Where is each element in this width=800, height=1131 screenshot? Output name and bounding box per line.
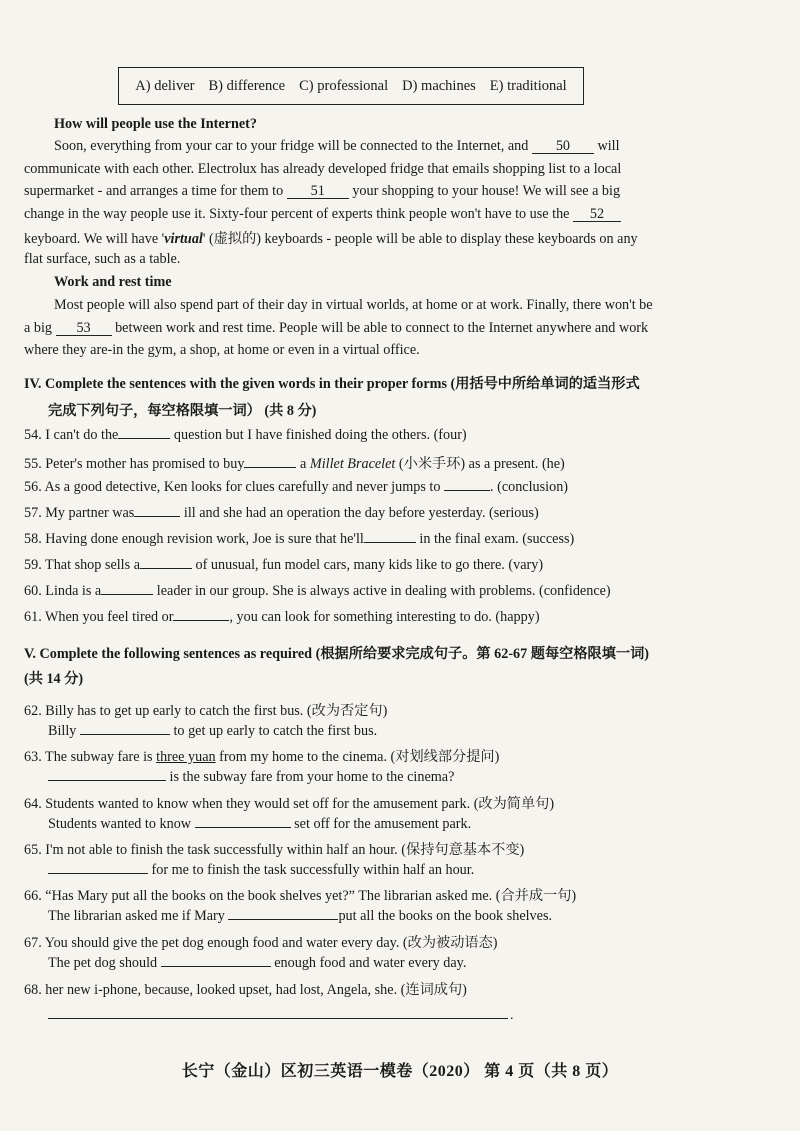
word-option: A) deliver	[135, 77, 195, 94]
question-63: 63. The subway fare is three yuan from my home to the cinema. (对划线部分提问)	[24, 749, 500, 765]
answer-line: The librarian asked me if Mary put all the books on the book shelves.	[48, 908, 553, 924]
part-5-title: V. Complete the following sentences as required (根据所给要求完成句子。第 62-67 题每空格限填一词)	[24, 646, 650, 662]
paragraph-line: a big 53 between work and rest time. People will be able to connect to the Internet anywhere and work	[24, 320, 649, 336]
question-58: 58. Having done enough revision work, Joe is sure that he'll in the final exam. (success)	[24, 531, 575, 547]
question-56: 56. As a good detective, Ken looks for clues carefully and never jumps to . (conclusion)	[24, 479, 569, 495]
word-option: E) traditional	[489, 77, 567, 94]
answer-blank[interactable]	[244, 467, 296, 468]
word-option: D) machines	[402, 77, 476, 94]
paragraph-line: Most people will also spend part of their day in virtual worlds, at home or at work. Finally, there won't be	[54, 297, 653, 313]
answer-blank[interactable]	[48, 873, 148, 874]
paragraph-line: communicate with each other. Electrolux has already developed fridge that emails shopping list to a local	[24, 161, 622, 177]
part-5-title: (共 14 分)	[24, 671, 84, 687]
answer-line: for me to finish the task successfully within half an hour.	[48, 862, 800, 879]
answer-blank[interactable]	[173, 620, 229, 621]
word-option: B) difference	[208, 77, 286, 94]
answer-blank[interactable]	[101, 594, 153, 595]
blank-51[interactable]: 51	[287, 184, 349, 199]
question-55: 55. Peter's mother has promised to buy a Millet Bracelet (小米手环) as a present. (he)	[24, 456, 565, 472]
part-4-title: IV. Complete the sentences with the given words in their proper forms (用括号中所给单词的适当形式	[24, 376, 640, 392]
answer-line: is the subway fare from your home to the cinema?	[48, 769, 800, 786]
answer-blank[interactable]	[444, 490, 490, 491]
part-4-title: 完成下列句子，每空格限填一词） (共 8 分)	[48, 403, 317, 419]
sentence-period: .	[510, 1008, 514, 1023]
blank-50[interactable]: 50	[532, 139, 594, 154]
question-54: 54. I can't do the question but I have finished doing the others. (four)	[24, 427, 467, 443]
paragraph-line: Soon, everything from your car to your fridge will be connected to the Internet, and 50 will	[54, 138, 620, 154]
question-66: 66. “Has Mary put all the books on the book shelves yet?” The librarian asked me. (合并成一句)	[24, 888, 577, 904]
question-64: 64. Students wanted to know when they would set off for the amusement park. (改为简单句)	[24, 796, 555, 812]
answer-blank[interactable]	[228, 919, 338, 920]
answer-blank[interactable]	[140, 568, 192, 569]
word-bank-box	[118, 67, 584, 105]
answer-line: Students wanted to know set off for the amusement park.	[48, 816, 472, 832]
answer-blank[interactable]	[161, 966, 271, 967]
paragraph-line: keyboard. We will have 'virtual' (虚拟的) keyboards - people will be able to display these keyboards on any	[24, 231, 638, 247]
answer-blank[interactable]	[48, 780, 166, 781]
word-option: C) professional	[299, 77, 389, 94]
paragraph-line: flat surface, such as a table.	[24, 251, 181, 267]
answer-blank[interactable]	[118, 438, 170, 439]
section-heading: How will people use the Internet?	[54, 116, 257, 132]
paragraph-line: supermarket - and arranges a time for them to 51 your shopping to your house! We will see a big	[24, 183, 621, 199]
paragraph-line: where they are-in the gym, a shop, at home or even in a virtual office.	[24, 342, 420, 358]
answer-line: The pet dog should enough food and water every day.	[48, 955, 467, 971]
answer-blank[interactable]	[364, 542, 416, 543]
blank-52[interactable]: 52	[573, 207, 621, 222]
question-60: 60. Linda is a leader in our group. She is always active in dealing with problems. (confidence)	[24, 583, 611, 599]
section-heading: Work and rest time	[54, 274, 172, 290]
question-68: 68. her new i-phone, because, looked upset, had lost, Angela, she. (连词成句)	[24, 982, 467, 998]
blank-53[interactable]: 53	[56, 321, 112, 336]
question-61: 61. When you feel tired or , you can look for something interesting to do. (happy)	[24, 609, 540, 625]
answer-blank[interactable]	[134, 516, 180, 517]
answer-blank[interactable]	[80, 734, 170, 735]
question-57: 57. My partner was ill and she had an operation the day before yesterday. (serious)	[24, 505, 539, 521]
page-footer: 长宁（金山）区初三英语一模卷（2020） 第 4 页（共 8 页）	[181, 1063, 619, 1080]
answer-line: Billy to get up early to catch the first bus.	[48, 723, 378, 739]
answer-long-line[interactable]	[48, 1018, 508, 1019]
question-67: 67. You should give the pet dog enough food and water every day. (改为被动语态)	[24, 935, 498, 951]
paragraph-line: change in the way people use it. Sixty-four percent of experts think people won't have to use the 52	[24, 206, 784, 223]
answer-blank[interactable]	[195, 827, 291, 828]
question-62: 62. Billy has to get up early to catch the first bus. (改为否定句)	[24, 703, 388, 719]
question-59: 59. That shop sells a of unusual, fun model cars, many kids like to go there. (vary)	[24, 557, 544, 573]
question-65: 65. I'm not able to finish the task successfully within half an hour. (保持句意基本不变)	[24, 842, 525, 858]
